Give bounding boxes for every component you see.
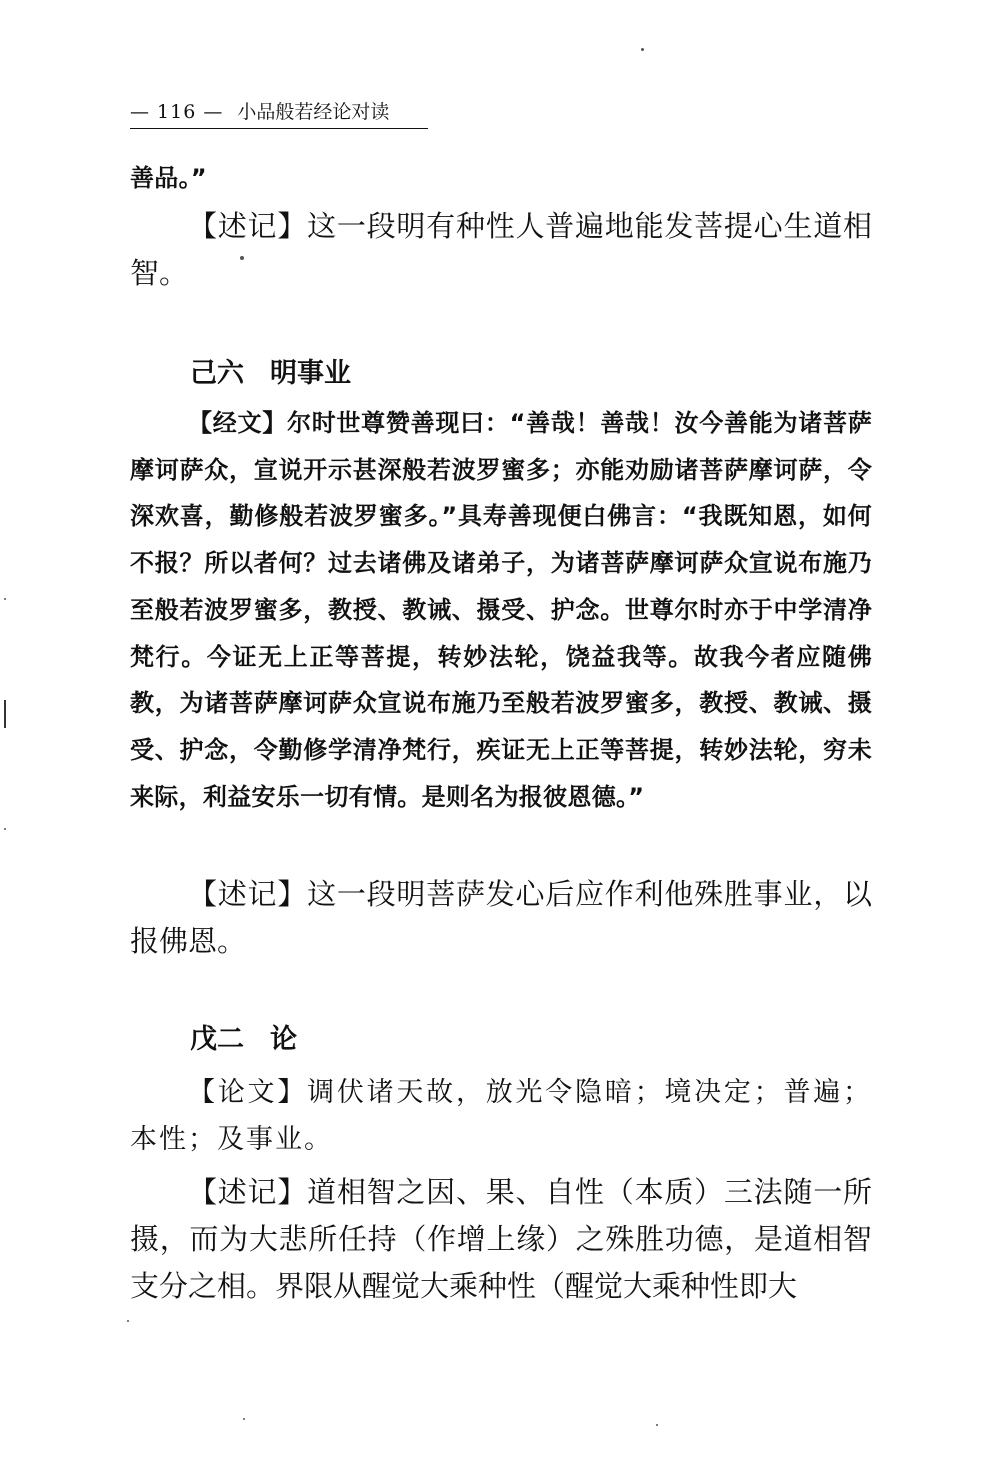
header-rule bbox=[130, 128, 428, 129]
scan-speck bbox=[4, 828, 6, 830]
section-code: 戊二 bbox=[190, 1024, 244, 1055]
section-heading-1 bbox=[190, 354, 351, 394]
paragraph-sutra-text: 【经文】尔时世尊赞善现曰：“善哉！善哉！汝今善能为诸菩萨摩诃萨众，宣说开示甚深般若波罗蜜多；亦能劝励诸菩萨摩诃萨，令深欢喜，勤修般若波罗蜜多。”具寿善现便白佛言：“我既知恩，如何不报？所以者何？过去诸佛及诸弟子，为诸菩萨摩诃萨众宣说布施乃至般若波罗蜜多，教授、教诫、摄受、护念。世尊尔时亦于中学清净梵行。今证无上正等菩提，转妙法轮，饶益我等。故我今者应随佛教，为诸菩萨摩诃萨众宣说布施乃至般若波罗蜜多，教授、教诫、摄受、护念，令勤修学清净梵行，疾证无上正等菩提，转妙法轮，穷未来际，利益安乐一切有情。是则名为报彼恩德。” bbox=[130, 409, 872, 811]
section-title: 明事业 bbox=[270, 358, 351, 389]
section-code: 己六 bbox=[190, 358, 244, 389]
page-number: — 116 — bbox=[130, 101, 224, 123]
book-title: 小品般若经论对读 bbox=[237, 101, 390, 123]
paragraph-commentary-3: 【述记】道相智之因、果、自性（本质）三法随一所摄，而为大悲所任持（作增上缘）之殊胜功德，是道相智支分之相。界限从醒觉大乘种性（醒觉大乘种性即大 bbox=[130, 1175, 872, 1303]
paragraph-commentary-2: 【述记】这一段明菩萨发心后应作利他殊胜事业，以报佛恩。 bbox=[130, 877, 872, 958]
paragraph-commentary-1: 【述记】这一段明有种性人普遍地能发菩提心生道相智。 bbox=[130, 209, 872, 290]
section-title: 论 bbox=[270, 1024, 297, 1055]
scan-speck bbox=[656, 1424, 658, 1426]
paragraph-continuation: 善品。” bbox=[130, 164, 207, 192]
scan-speck bbox=[127, 1320, 129, 1322]
scan-speck bbox=[240, 256, 244, 260]
running-header bbox=[130, 98, 430, 130]
section-heading-2 bbox=[190, 1020, 297, 1060]
scan-speck bbox=[243, 1418, 245, 1420]
paragraph-treatise-text: 【论文】调伏诸天故，放光令隐暗；境决定；普遍；本性；及事业。 bbox=[130, 1077, 872, 1155]
scan-speck bbox=[641, 48, 644, 51]
scan-speck bbox=[4, 598, 6, 600]
scan-margin-mark bbox=[4, 700, 6, 728]
